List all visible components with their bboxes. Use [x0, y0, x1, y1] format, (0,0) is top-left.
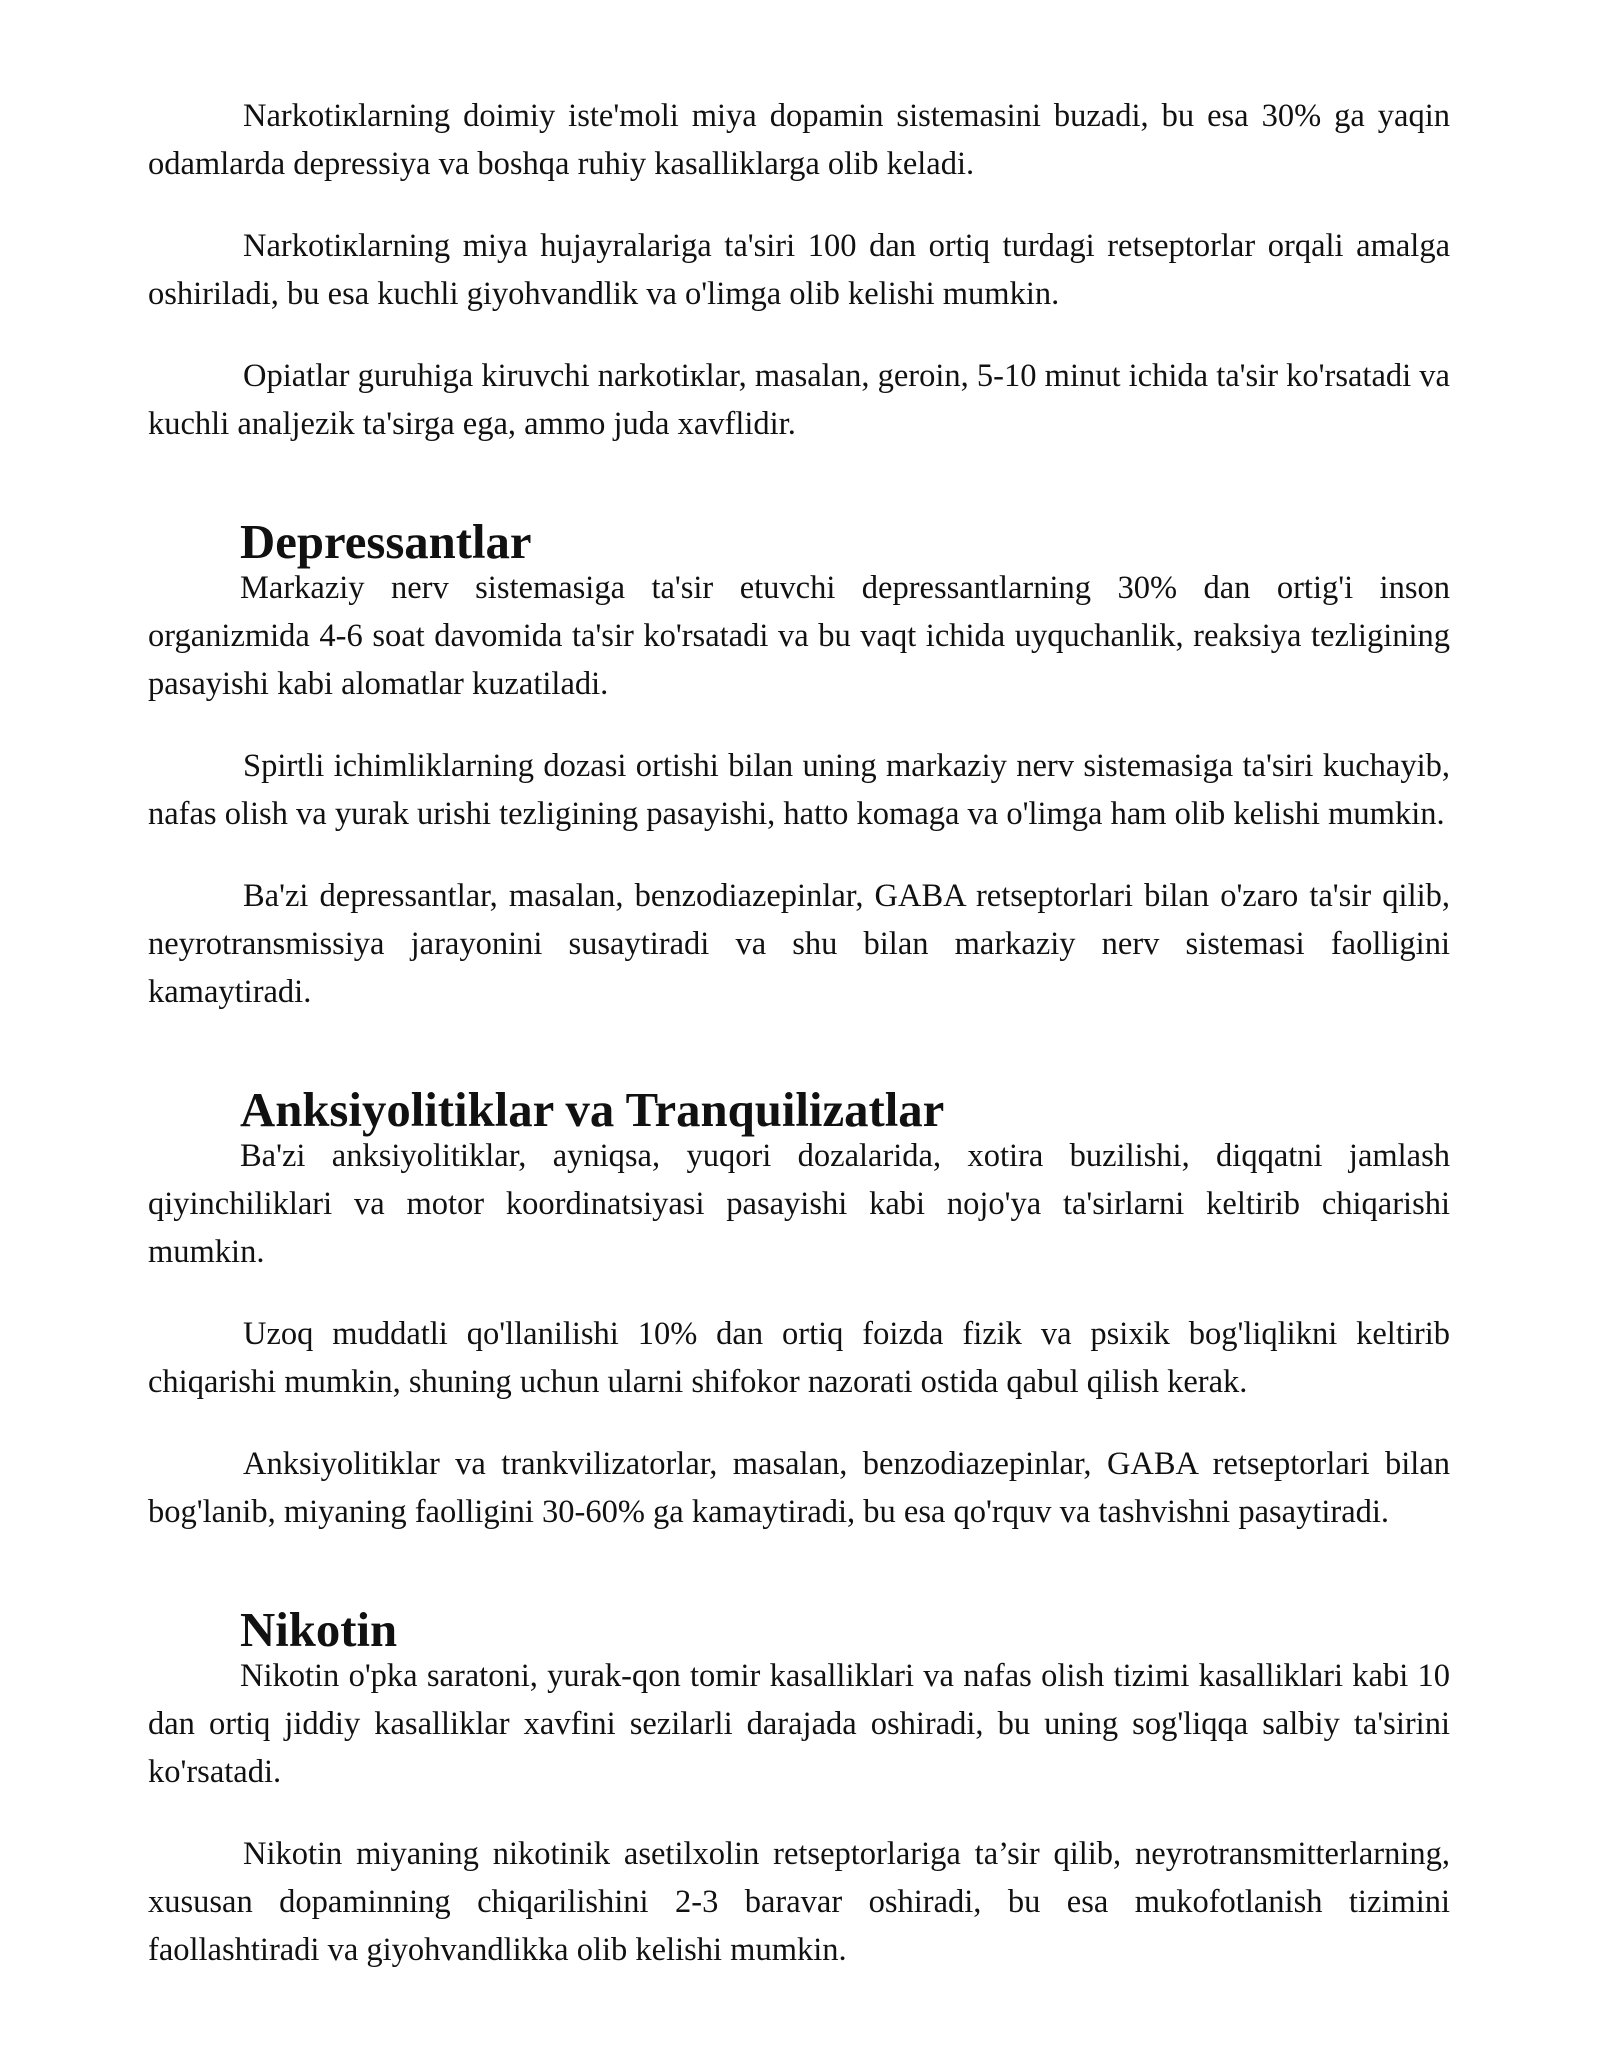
document-page	[148, 92, 1450, 1974]
depressantlar-paragraph-2: Spirtli ichimliklarning dozasi ortishi bilan uning markaziy nerv sistemasiga ta'siri kuchayib, nafas olish va yurak urishi tezligining pasayishi, hatto komaga va o'limga ham olib kelishi mumkin.	[148, 748, 1450, 832]
intro-paragraph-3: Opiatlar guruhiga kiruvchi narkotiкlar, masalan, geroin, 5-10 minut ichida ta'sir ko'rsatadi va kuchli analjezik ta'sirga ega, ammo juda xavflidir.	[148, 358, 1450, 442]
section-heading-depressantlar: Depressantlar	[240, 515, 532, 569]
anksiyolitiklar-paragraph-2: Uzoq muddatli qo'llanilishi 10% dan ortiq foizda fizik va psixik bog'liqlikni keltirib chiqarishi mumkin, shuning uchun ularni shifokor nazorati ostida qabul qilish kerak.	[148, 1316, 1450, 1400]
intro-paragraph-2: Narkotiкlarning miya hujayralariga ta'siri 100 dan ortiq turdagi retseptorlar orqali amalga oshiriladi, bu esa kuchli giyohvandlik va o'limga olib kelishi mumkin.	[148, 228, 1450, 312]
depressantlar-paragraph-1: Markaziy nerv sistemasiga ta'sir etuvchi depressantlarning 30% dan ortig'i inson organizmida 4-6 soat davomida ta'sir ko'rsatadi va bu vaqt ichida uyquchanlik, reaksiya tezligining pasayishi kabi alomatlar kuzatiladi.	[148, 570, 1450, 702]
section-heading-nikotin: Nikotin	[240, 1603, 398, 1657]
nikotin-paragraph-1: Nikotin o'pka saratoni, yurak-qon tomir kasalliklari va nafas olish tizimi kasalliklari kabi 10 dan ortiq jiddiy kasalliklar xavfini sezilarli darajada oshiradi, bu uning sog'liqqa salbiy ta'sirini ko'rsatadi.	[148, 1658, 1450, 1790]
depressantlar-paragraph-3: Ba'zi depressantlar, masalan, benzodiazepinlar, GABA retseptorlari bilan o'zaro ta'sir qilib, neyrotransmissiya jarayonini susaytiradi va shu bilan markaziy nerv sistemasi faolligini kamaytiradi.	[148, 878, 1450, 1010]
anksiyolitiklar-paragraph-3: Anksiyolitiklar va trankvilizatorlar, masalan, benzodiazepinlar, GABA retseptorlari bilan bog'lanib, miyaning faolligini 30-60% ga kamaytiradi, bu esa qo'rquv va tashvishni pasaytiradi.	[148, 1446, 1450, 1530]
nikotin-paragraph-2: Nikotin miyaning nikotinik asetilxolin retseptorlariga ta’sir qilib, neyrotransmitterlarning, xususan dopaminning chiqarilishini 2-3 baravar oshiradi, bu esa mukofotlanish tizimini faollashtiradi va giyohvandlikka olib kelishi mumkin.	[148, 1836, 1450, 1968]
anksiyolitiklar-paragraph-1: Ba'zi anksiyolitiklar, ayniqsa, yuqori dozalarida, xotira buzilishi, diqqatni jamlash qiyinchiliklari va motor koordinatsiyasi pasayishi kabi nojo'ya ta'sirlarni keltirib chiqarishi mumkin.	[148, 1138, 1450, 1270]
section-heading-anksiyolitiklar: Anksiyolitiklar va Tranquilizatlar	[240, 1083, 945, 1137]
intro-paragraph-1: Narkotiкlarning doimiy iste'moli miya dopamin sistemasini buzadi, bu esa 30% ga yaqin odamlarda depressiya va boshqa ruhiy kasalliklarga olib keladi.	[148, 98, 1450, 182]
